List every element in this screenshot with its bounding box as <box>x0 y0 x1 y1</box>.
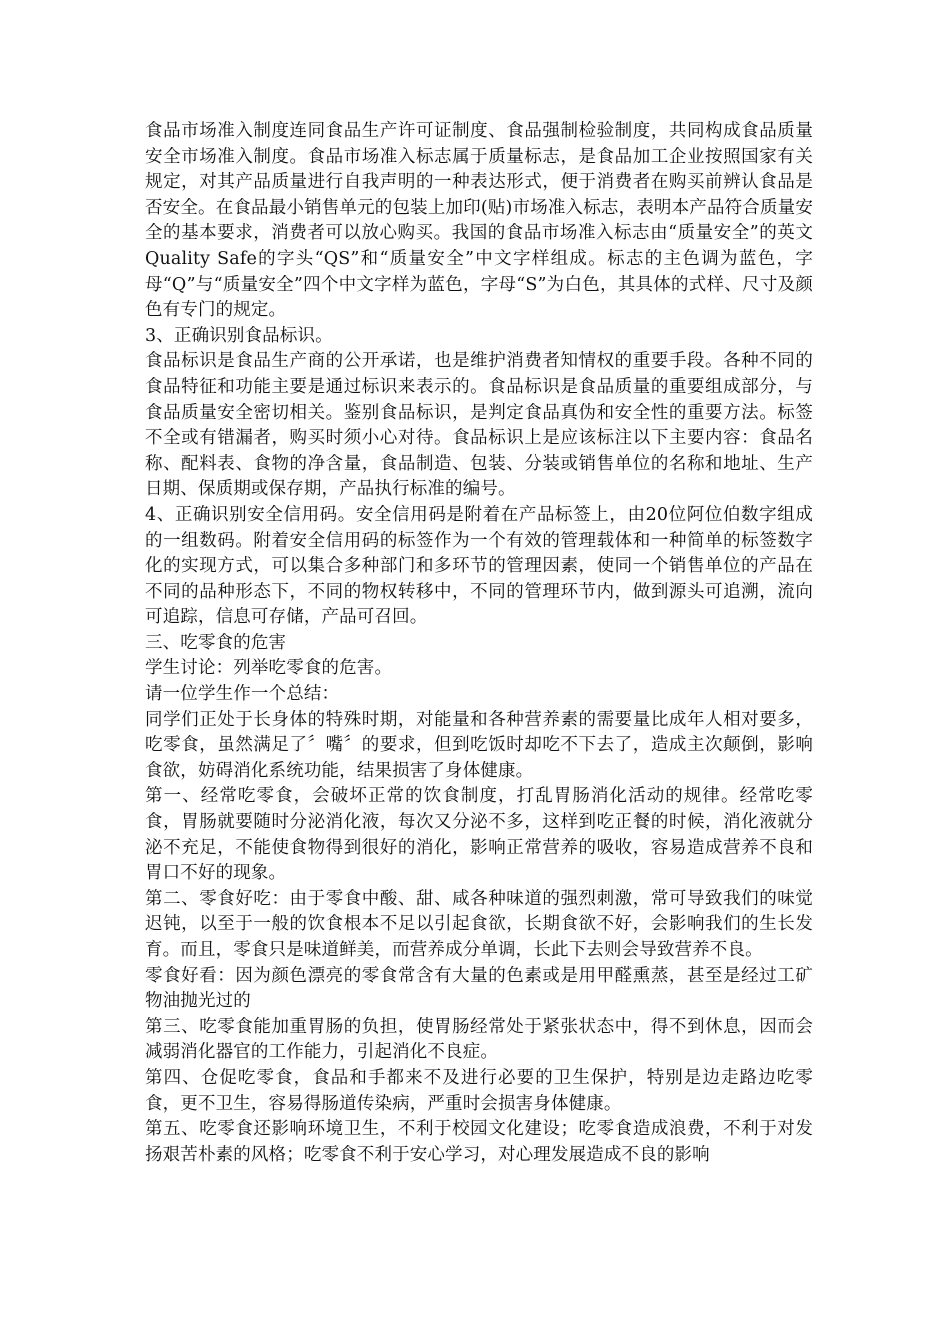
paragraph-food-label: 食品标识是食品生产商的公开承诺，也是维护消费者知情权的重要手段。各种不同的食品特征和功能主要是通过标识来表示的。食品标识是食品质量的重要组成部分，与食品质量安全密切相关。鉴别食品标识，是判定食品真伪和安全性的重要方法。标签不全或有错漏者，购买时须小心对待。食品标识上是应该标注以下主要内容：食品名称、配料表、食物的净含量，食品制造、包装、分装或销售单位的名称和地址、生产日期、保质期或保存期，产品执行标准的编号。 <box>145 351 813 500</box>
paragraph-point-four: 第四、仓促吃零食，食品和手都来不及进行必要的卫生保护，特别是边走路边吃零食，更不卫生，容易得肠道传染病，严重时会损害身体健康。 <box>145 1067 813 1114</box>
paragraph-point-three: 第三、吃零食能加重胃肠的负担，使胃肠经常处于紧张状态中，得不到休息，因而会减弱消化器官的工作能力，引起消化不良症。 <box>145 1016 813 1063</box>
paragraph-summary-intro: 请一位学生作一个总结： <box>145 684 340 705</box>
document-body <box>145 119 813 1168</box>
paragraph-credit-code: 4、正确识别安全信用码。安全信用码是附着在产品标签上，由20位阿位伯数字组成的一组数码。附着安全信用码的标签作为一个有效的管理载体和一种简单的标签数字化的实现方式，可以集合多种部门和多环节的管理因素，使同一个销售单位的产品在不同的品种形态下，不同的物权转移中，不同的管理环节内，做到源头可追溯，流向可追踪，信息可存储，产品可召回。 <box>145 504 813 628</box>
paragraph-discussion: 学生讨论：列举吃零食的危害。 <box>145 658 393 679</box>
paragraph-point-five: 第五、吃零食还影响环境卫生，不利于校园文化建设；吃零食造成浪费，不利于对发扬艰苦朴素的风格；吃零食不利于安心学习，对心理发展造成不良的影响 <box>145 1119 813 1165</box>
heading-food-label: 3、正确识别食品标识。 <box>145 325 333 346</box>
paragraph-summary: 同学们正处于长身体的特殊时期，对能量和各种营养素的需要量比成年人相对要多，吃零食，虽然满足了〞嘴〞的要求，但到吃饭时却吃不下去了，造成主次颠倒，影响食欲，妨碍消化系统功能，结果损害了身体健康。 <box>145 709 813 781</box>
paragraph-point-two: 第二、零食好吃：由于零食中酸、甜、咸各种味道的强烈刺激，常可导致我们的味觉迟钝，以至于一般的饮食根本不足以引起食欲，长期食欲不好，会影响我们的生长发育。而且，零食只是味道鲜美，而营养成分单调，长此下去则会导致营养不良。 <box>145 888 813 960</box>
section-heading-snack-harm: 三、吃零食的危害 <box>145 632 287 653</box>
paragraph-good-looking: 零食好看：因为颜色漂亮的零食常含有大量的色素或是用甲醛熏蒸，甚至是经过工矿物油抛光过的 <box>145 965 813 1012</box>
paragraph-market-access: 食品市场准入制度连同食品生产许可证制度、食品强制检验制度，共同构成食品质量安全市场准入制度。食品市场准入标志属于质量标志，是食品加工企业按照国家有关规定，对其产品质量进行自我声明的一种表达形式，便于消费者在购买前辨认食品是否安全。在食品最小销售单元的包装上加印(贴)市场准入标志，表明本产品符合质量安全的基本要求，消费者可以放心购买。我国的食品市场准入标志由“质量安全”的英文Quality Safe的字头“QS”和“质量安全”中文字样组成。标志的主色调为蓝色，字母“Q”与“质量安全”四个中文字样为蓝色，字母“S”为白色，其具体的式样、尺寸及颜色有专门的规定。 <box>145 121 813 321</box>
paragraph-point-one: 第一、经常吃零食，会破坏正常的饮食制度，打乱胃肠消化活动的规律。经常吃零食，胃肠就要随时分泌消化液，每次又分泌不多，这样到吃正餐的时候，消化液就分泌不充足，不能使食物得到很好的消化，影响正常营养的吸收，容易造成营养不良和胃口不好的现象。 <box>145 786 813 884</box>
